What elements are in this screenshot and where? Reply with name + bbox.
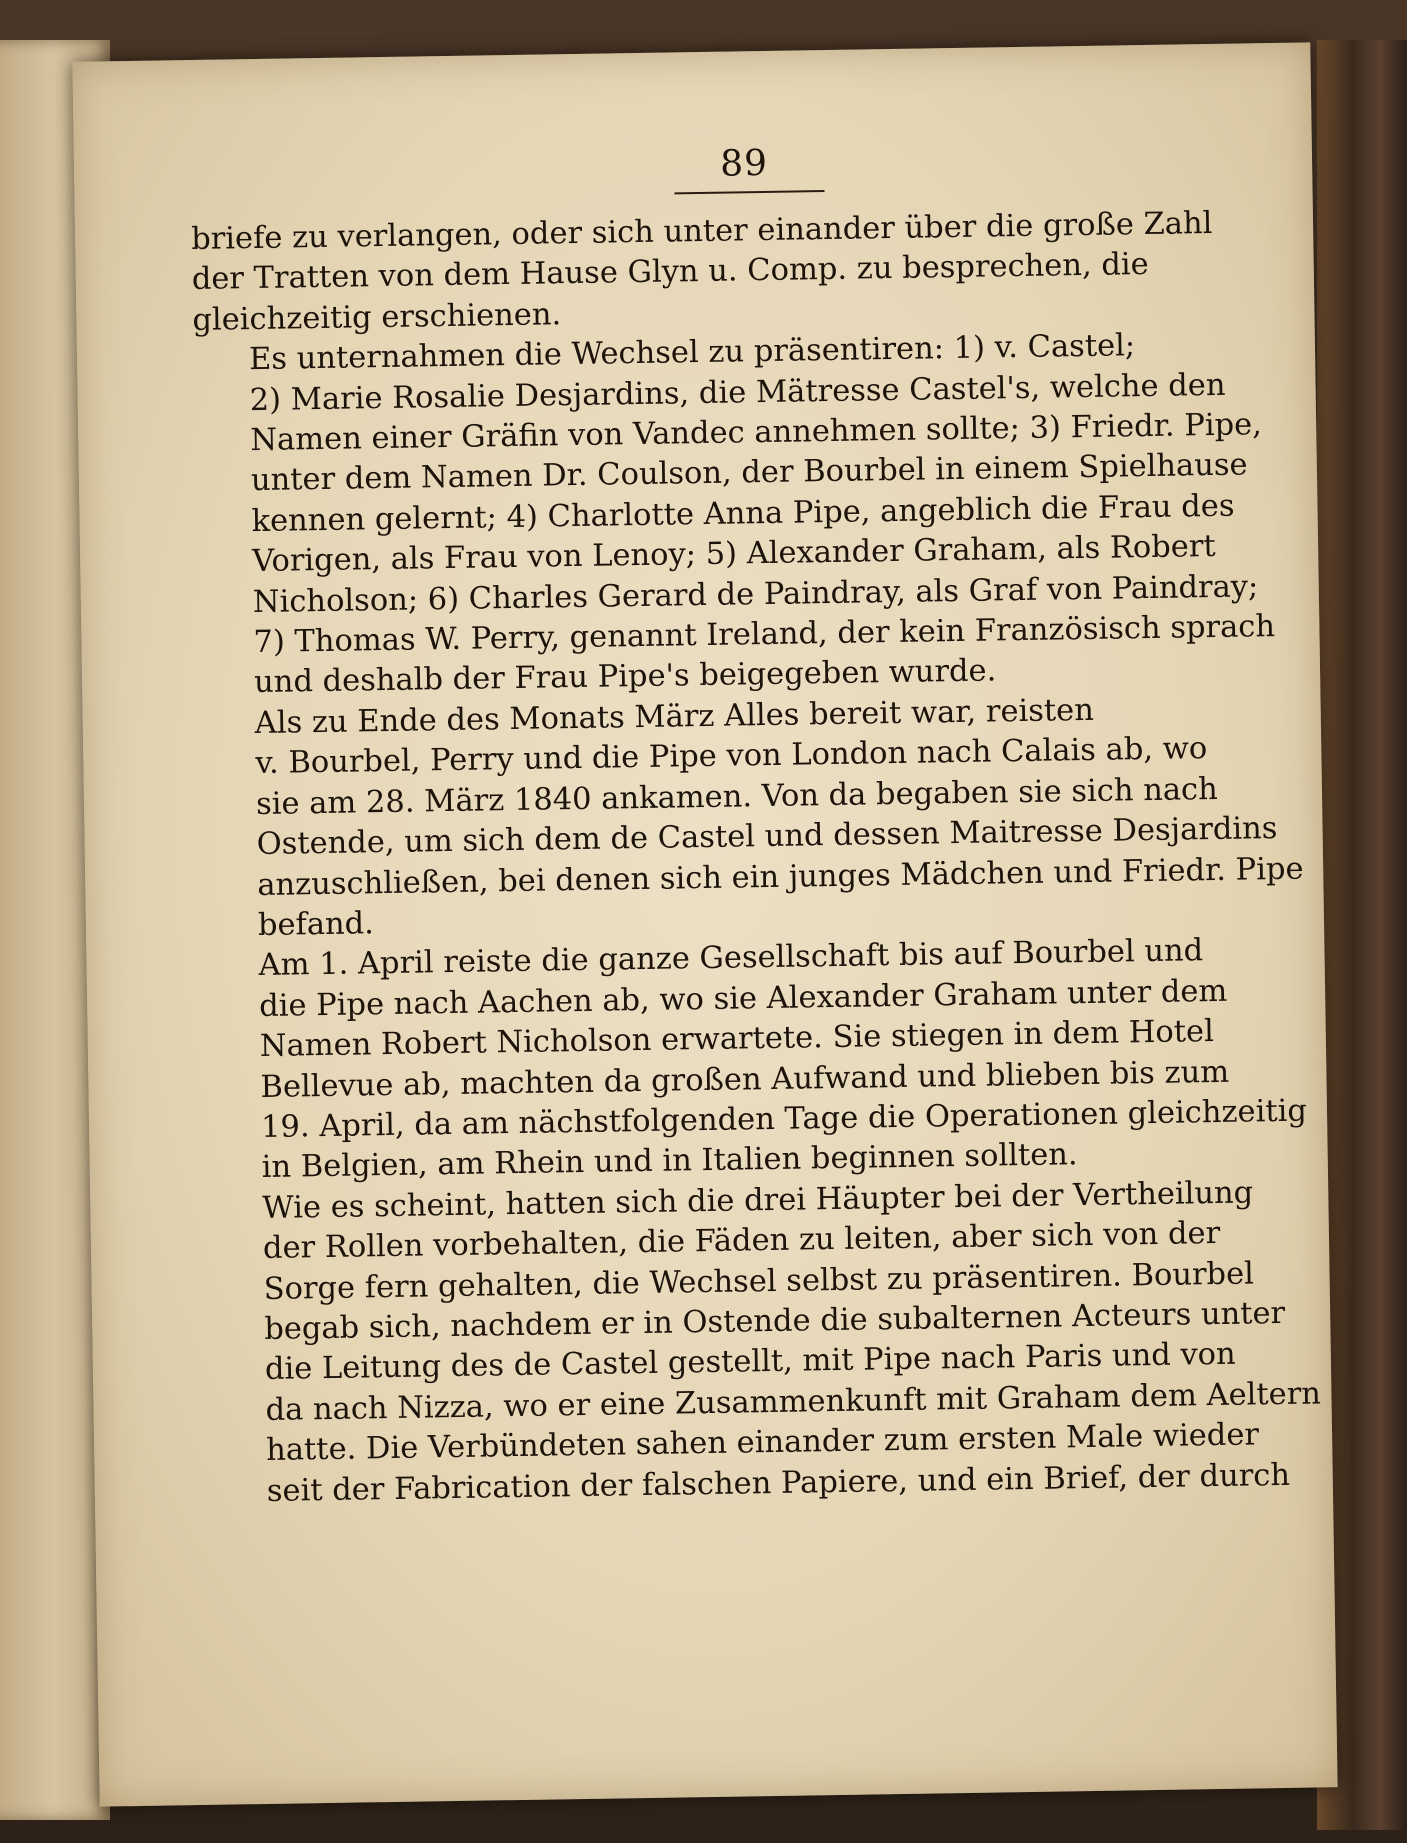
text-line: Als zu Ende des Monats März Alles bereit war, reisten (254, 692, 1095, 741)
text-line: Namen Robert Nicholson erwartete. Sie stiegen in dem Hotel (259, 1014, 1215, 1065)
paragraph (206, 1175, 1322, 1513)
text-line: die Leitung des de Castel gestellt, mit Pipe nach Paris und von (264, 1337, 1236, 1388)
paragraph (202, 932, 1308, 1189)
text-line: sie am 28. März 1840 ankamen. Von da begaben sie sich nach (255, 771, 1218, 822)
text-line: da nach Nizza, wo er eine Zusammenkunft mit Graham dem Aeltern (265, 1376, 1322, 1428)
text-line: Ostende, um sich dem de Castel und dessen Maitresse Desjardins (256, 811, 1278, 863)
text-line: begab sich, nachdem er in Ostende die subalternen Acteurs unter (264, 1295, 1286, 1347)
text-line: befand. (257, 906, 375, 943)
text-line: 19. April, da am nächstfolgenden Tage die Operationen gleichzeitig (260, 1093, 1308, 1145)
text-line: seit der Fabrication der falschen Papiere, und ein Brief, der durch (266, 1457, 1291, 1509)
text-line: und deshalb der Frau Pipe's beigegeben wurde. (253, 653, 997, 701)
text-line: kennen gelernt; 4) Charlotte Anna Pipe, angeblich die Frau des (251, 488, 1235, 539)
text-line: v. Bourbel, Perry und die Pipe von London nach Calais ab, wo (255, 731, 1208, 782)
text-line: Vorigen, als Frau von Lenoy; 5) Alexander Graham, als Robert (251, 529, 1216, 580)
paragraph (198, 690, 1304, 947)
page-number: 89 (719, 142, 769, 185)
text-line: Am 1. April reiste die ganze Gesellschaft bis auf Bourbel und (258, 933, 1204, 984)
text-line: Wie es scheint, hatten sich die drei Häupter bei der Vertheilung (262, 1175, 1254, 1226)
text-line: Es unternahmen die Wechsel zu präsentiren: 1) v. Castel; (248, 328, 1136, 378)
text-line: die Pipe nach Aachen ab, wo sie Alexander Graham unter dem (258, 973, 1228, 1024)
paragraph (193, 326, 1276, 704)
text-line: Sorge fern gehalten, die Wechsel selbst zu präsentiren. Bourbel (263, 1255, 1255, 1307)
book-page (72, 42, 1337, 1806)
text-line: in Belgien, am Rhein und in Italien beginnen sollten. (261, 1137, 1078, 1186)
page-number-rule (674, 190, 824, 194)
text-line: Nicholson; 6) Charles Gerard de Paindray, als Graf von Paindray; (252, 568, 1259, 620)
text-line: Bellevue ab, machten da großen Aufwand und blieben bis zum (260, 1054, 1230, 1105)
text-line: 2) Marie Rosalie Desjardins, die Mätresse Castel's, welche den (249, 367, 1226, 418)
paragraph (190, 205, 1213, 341)
page-body-text (190, 205, 1322, 1513)
text-line: gleichzeitig erschienen. (192, 296, 562, 338)
text-line: 7) Thomas W. Perry, genannt Ireland, der kein Französisch sprach (253, 609, 1276, 661)
text-line: der Rollen vorbehalten, die Fäden zu leiten, aber sich von der (262, 1216, 1221, 1267)
text-line: hatte. Die Verbündeten sahen einander zum ersten Male wieder (265, 1417, 1260, 1469)
text-line: unter dem Namen Dr. Coulson, der Bourbel in einem Spielhause (250, 447, 1248, 499)
text-line: der Tratten von dem Hause Glyn u. Comp. zu besprechen, die (191, 247, 1149, 298)
text-line: briefe zu verlangen, oder sich unter einander über die große Zahl (190, 205, 1213, 257)
text-line: anzuschließen, bei denen sich ein junges Mädchen und Friedr. Pipe (257, 851, 1304, 903)
text-line: Namen einer Gräfin von Vandec annehmen sollte; 3) Friedr. Pipe, (250, 407, 1263, 459)
